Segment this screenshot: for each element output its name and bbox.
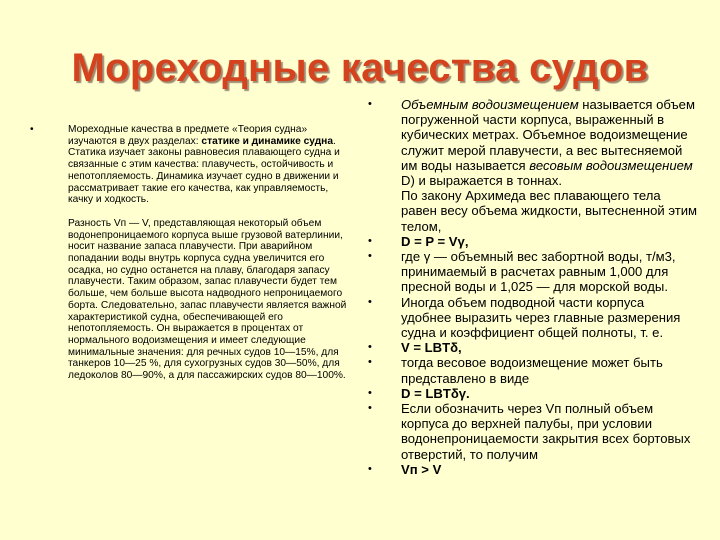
right-item-formula-vp	[368, 462, 698, 477]
bold-text: статике и динамике судна	[201, 135, 333, 147]
bullet: •	[368, 462, 372, 475]
bullet: •	[368, 356, 372, 369]
right-column	[368, 97, 698, 477]
right-item-formula-d	[368, 234, 698, 249]
right-item-formula-v	[368, 340, 698, 355]
right-item-weight-displacement	[368, 355, 698, 385]
text: По закону Архимеда вес плавающего тела равен весу объема жидкости, вытесненной этим телом,	[401, 188, 698, 234]
formula: D = P = Vγ,	[401, 233, 469, 249]
right-item-gamma	[368, 249, 698, 295]
text: D) и выражается в тоннах.	[401, 173, 563, 189]
left-column	[30, 124, 350, 382]
right-item-underwater-volume	[368, 295, 698, 341]
bullet: •	[368, 98, 372, 110]
italic-text: весовым водоизмещением	[529, 157, 693, 173]
bullet: •	[30, 124, 34, 135]
text: Разность Vп — V, представляющая некоторый объем водонепроницаемого корпуса выше грузовой ватерлинии, носит название запаса плавучести. При аварийном попадании воды внутрь корпуса судна увеличится его осадка, но судно останется на плаву, благодаря запасу плавучести. Таким образом, запас плавучести будет тем больше, чем больше высота надводного непроницаемого борта. Следовательно, запас плавучести является важной характеристикой судна, обеспечивающей его непотопляемость. Он выражается в процентах от нормального водоизмещения и имеет следующие минимальные значения: для речных судов 10—15%, для танкеров 10—25 %, для сухогрузных судов 30—50%, для ледоколов 80—90%, а для пассажирских судов 80—100%.	[68, 217, 347, 382]
bullet: •	[368, 250, 372, 263]
formula: V = LBTδ,	[401, 340, 462, 356]
formula: Vп > V	[401, 461, 442, 477]
text: тогда весовое водоизмещение может быть представлено в виде	[401, 355, 663, 386]
text: где γ — объемный вес забортной воды, т/м3, принимаемый в расчетах равным 1,000 для пресной воды и 1,025 — для морской воды.	[401, 249, 676, 295]
right-item-volume-displacement	[368, 97, 698, 234]
left-paragraph-statics	[30, 124, 350, 206]
left-paragraph-reserve-buoyancy	[30, 218, 350, 382]
bullet: •	[368, 295, 372, 308]
text: Иногда объем подводной части корпуса удобнее выразить через главные размерения судна и коэффициент общей полноты, т. е.	[401, 294, 681, 341]
text: . Статика изучает законы равновесия плавающего судна и связанные с этим качества: плавучесть, остойчивость и непотопляемость. Динамика изучает судно в движении и рассматривает такие его качества, как управляемость, качку и ходкость.	[68, 135, 340, 206]
page-title: Мореходные качества судов	[71, 46, 649, 90]
text: Мореходные качества в предмете «Теория судна» изучаются в двух разделах:	[68, 124, 308, 147]
italic-text: Объемным водоизмещением	[401, 97, 579, 112]
bullet: •	[368, 341, 372, 354]
text: называется объем погруженной части корпуса, выраженный в кубических метрах. Объемное водоизмещение служит мерой плавучести, а вес вытесняемой им воды называется	[401, 97, 695, 173]
right-item-full-volume	[368, 401, 698, 462]
bullet: •	[368, 234, 372, 247]
bullet: •	[368, 402, 372, 415]
formula: D = LBTδγ.	[401, 385, 470, 401]
text: Если обозначить через Vп полный объем корпуса до верхней палубы, при условии водонепроницаемости закрытия всех бортовых отверстий, то получим	[401, 401, 691, 462]
bullet: •	[368, 386, 372, 399]
right-item-formula-d2	[368, 386, 698, 401]
